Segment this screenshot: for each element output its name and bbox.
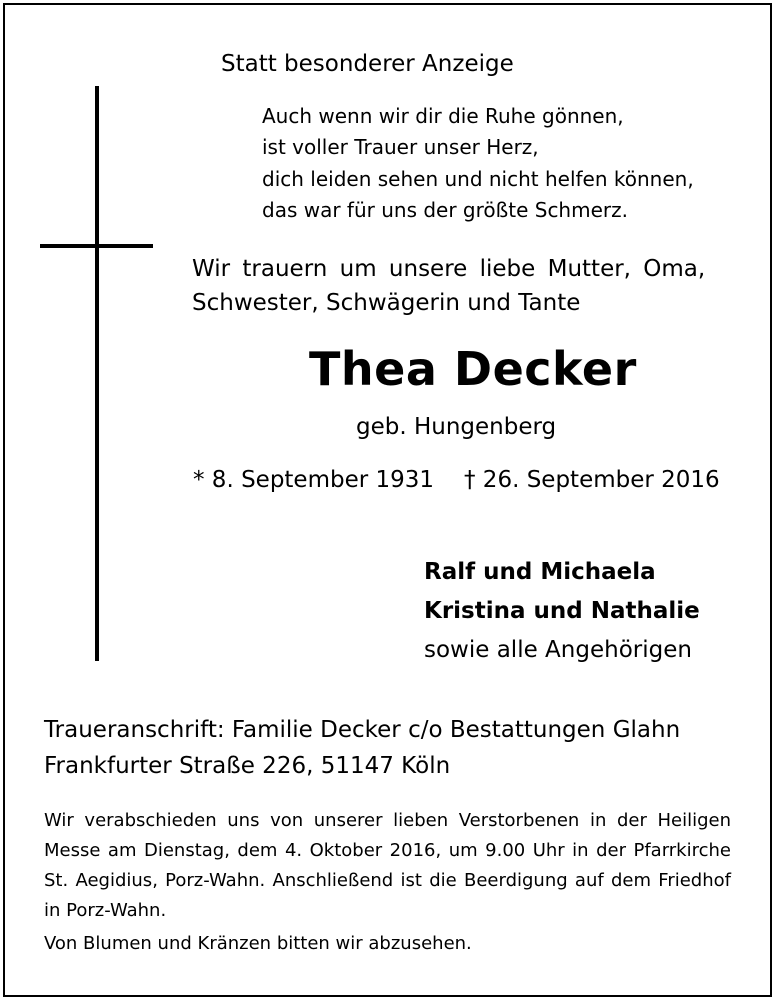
intro-line-2: Schwester, Schwägerin und Tante bbox=[192, 290, 581, 316]
mourners-line-2: Kristina und Nathalie bbox=[424, 598, 700, 624]
poem-line-1: Auch wenn wir dir die Ruhe gönnen, bbox=[262, 104, 624, 128]
mourners-line-3: sowie alle Angehörigen bbox=[424, 637, 692, 663]
cross-icon bbox=[95, 86, 99, 661]
mourners-line-1: Ralf und Michaela bbox=[424, 559, 656, 585]
maiden-name: geb. Hungenberg bbox=[356, 414, 557, 440]
address-line-2: Frankfurter Straße 226, 51147 Köln bbox=[44, 753, 451, 779]
death-date: † 26. September 2016 bbox=[464, 467, 720, 493]
address-line-1: Traueranschrift: Familie Decker c/o Bestattungen Glahn bbox=[44, 717, 681, 743]
poem-line-3: dich leiden sehen und nicht helfen können, bbox=[262, 167, 694, 191]
deceased-name: Thea Decker bbox=[309, 342, 637, 396]
service-details: Wir verabschieden uns von unserer lieben Verstorbenen in der Heiligen Messe am Dienstag, dem 4. Oktober 2016, um 9.00 Uhr in der Pfarrkirche St. Aegidius, Porz-Wahn. Anschließend ist die Beerdigung auf dem Friedhof in Porz-Wahn. bbox=[44, 810, 731, 921]
poem-line-4: das war für uns der größte Schmerz. bbox=[262, 198, 628, 222]
birth-date: * 8. September 1931 bbox=[193, 467, 435, 493]
poem-line-2: ist voller Trauer unser Herz, bbox=[262, 135, 539, 159]
flowers-note: Von Blumen und Kränzen bitten wir abzusehen. bbox=[44, 933, 472, 954]
notice-header: Statt besonderer Anzeige bbox=[221, 51, 514, 77]
cross-bar bbox=[40, 244, 153, 248]
intro-line-1: Wir trauern um unsere liebe Mutter, Oma, bbox=[192, 256, 706, 282]
